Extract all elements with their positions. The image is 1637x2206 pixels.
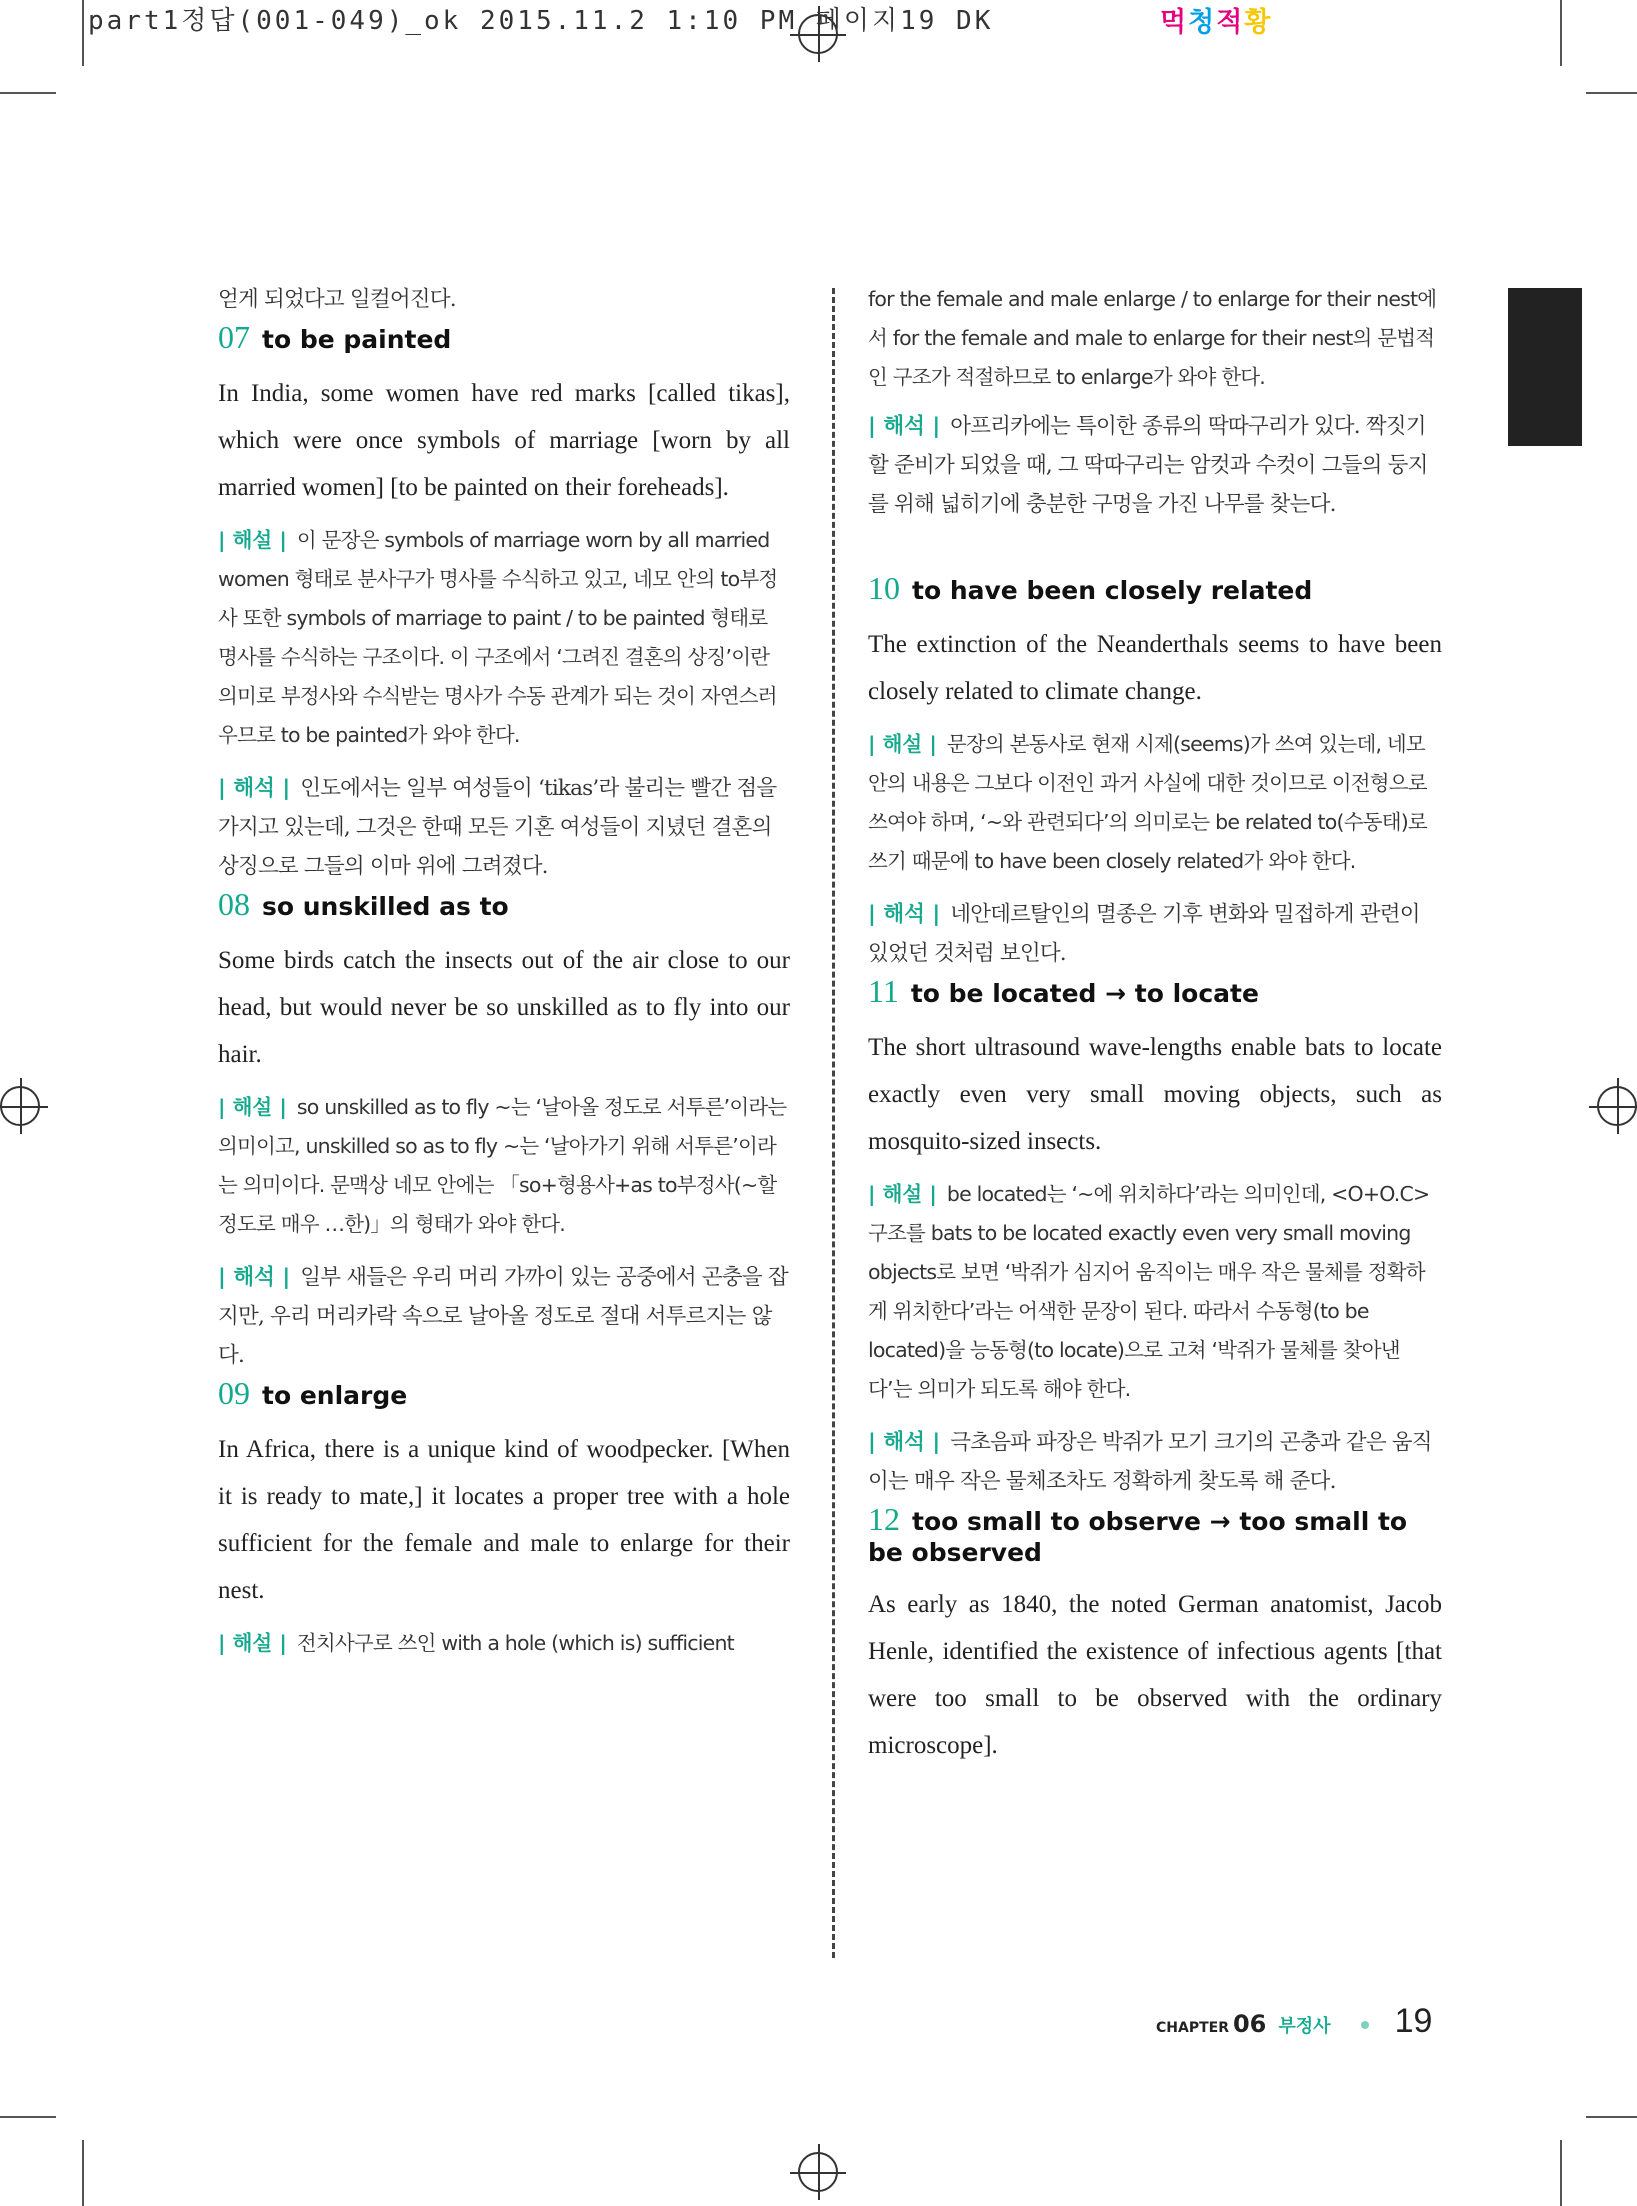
section-11	[868, 973, 1442, 1501]
example-sentence: In India, some women have red marks [called tikas], which were once symbols of marriage [worn by all married women] [to be painted on their foreheads].	[218, 380, 790, 501]
section-title: to have been closely related	[912, 576, 1313, 605]
chapter-tab	[1508, 288, 1582, 446]
section-number: 09	[218, 1375, 250, 1411]
brand-logo	[1160, 0, 1272, 39]
section-number: 11	[868, 973, 899, 1009]
note-tag: | 해석 |	[218, 1265, 291, 1290]
note-tag: | 해설 |	[218, 528, 287, 552]
note-tag: | 해석 |	[868, 1430, 941, 1455]
section-10	[868, 570, 1442, 973]
translation	[868, 407, 1442, 524]
note-tag: | 해설 |	[218, 1095, 287, 1119]
section-number: 10	[868, 570, 900, 606]
crop-mark	[82, 2140, 84, 2206]
registration-mark-icon	[1597, 1086, 1637, 1126]
section-09	[218, 1375, 790, 1663]
column-divider	[832, 288, 835, 1958]
explanation	[868, 1175, 1442, 1409]
note-text: so unskilled as to fly ~는 ‘날아올 정도로 서투른’이라는 의미이고, unskilled so as to fly ~는 ‘날아가기 위해 서투른’이라는 의미이다. 문맥상 네모 안에는 「so+형용사+as to부정사(~할 정도로 매우 …한)」의 형태가 와야 한다.	[218, 1095, 787, 1236]
page-footer	[1156, 2002, 1432, 2041]
section-heading	[218, 319, 790, 356]
section-number: 08	[218, 886, 250, 922]
crop-mark	[1586, 2116, 1637, 2118]
example-sentence: The short ultrasound wave-lengths enable bats to locate exactly even very small moving objects, such as mosquito-sized insects.	[868, 1034, 1442, 1155]
explanation	[868, 725, 1442, 881]
note-tag: | 해석 |	[218, 776, 291, 801]
note-tag: | 해설 |	[218, 1631, 287, 1655]
continuation-explanation: for the female and male enlarge / to enlarge for their nest에서 for the female and male to enlarge for their nest의 문법적인 구조가 적절하므로 to enlarge가 와야 한다.	[868, 287, 1437, 389]
section-heading	[868, 973, 1442, 1010]
crop-mark	[0, 92, 56, 94]
translation	[218, 769, 790, 886]
note-tag: | 해석 |	[868, 414, 941, 439]
example-sentence: As early as 1840, the noted German anatomist, Jacob Henle, identified the existence of infectious agents [that were too small to be observed with the ordinary microscope].	[868, 1591, 1442, 1759]
crop-mark	[1586, 92, 1637, 94]
section-12	[868, 1501, 1442, 1769]
example-sentence: In Africa, there is a unique kind of woodpecker. [When it is ready to mate,] it locates a proper tree with a hole sufficient for the female and male to enlarge for their nest.	[218, 1436, 790, 1604]
note-text: 아프리카에는 특이한 종류의 딱따구리가 있다. 짝짓기할 준비가 되었을 때, 그 딱따구리는 암컷과 수컷이 그들의 둥지를 위해 넓히기에 충분한 구멍을 가진 나무를 찾는다.	[868, 414, 1428, 517]
note-text: 인도에서는 일부 여성들이 ‘tikas’라 불리는 빨간 점을 가지고 있는데, 그것은 한때 모든 기혼 여성들이 지녔던 결혼의 상징으로 그들의 이마 위에 그려졌다.	[218, 776, 777, 879]
page-number: 19	[1394, 2002, 1433, 2040]
section-title: so unskilled as to	[262, 892, 509, 921]
section-heading	[218, 1375, 790, 1412]
section-07	[218, 319, 790, 886]
dot-icon	[1361, 2021, 1369, 2029]
section-heading	[868, 570, 1442, 607]
crop-mark	[82, 0, 84, 66]
registration-mark-icon	[798, 2152, 838, 2192]
section-08	[218, 886, 790, 1375]
note-text: 일부 새들은 우리 머리 가까이 있는 공중에서 곤충을 잡지만, 우리 머리카락 속으로 날아올 정도로 절대 서투르지는 않다.	[218, 1265, 788, 1368]
translation	[868, 1423, 1442, 1501]
crop-mark	[1560, 2140, 1562, 2206]
translation	[868, 895, 1442, 973]
section-title: to enlarge	[262, 1381, 408, 1410]
note-text: 문장의 본동사로 현재 시제(seems)가 쓰여 있는데, 네모 안의 내용은 그보다 이전인 과거 사실에 대한 것이므로 이전형으로 쓰여야 하며, ‘~와 관련되다’의 의미로는 be related to(수동태)로 쓰기 때문에 to have been closely related가 와야 한다.	[868, 732, 1427, 873]
note-text: 전치사구로 쓰인 with a hole (which is) sufficient	[296, 1631, 734, 1655]
chapter-number: 06	[1232, 2010, 1267, 2038]
section-number: 07	[218, 319, 250, 355]
brand-char: 적	[1216, 7, 1245, 38]
crop-mark	[0, 2116, 56, 2118]
note-text: 극초음파 파장은 박쥐가 모기 크기의 곤충과 같은 움직이는 매우 작은 물체조차도 정확하게 찾도록 해 준다.	[868, 1430, 1432, 1494]
translation	[218, 1258, 790, 1375]
left-column	[218, 280, 790, 1663]
registration-mark-icon	[0, 1086, 40, 1126]
note-tag: | 해설 |	[868, 732, 937, 756]
section-heading	[868, 1501, 1442, 1567]
note-tag: | 해설 |	[868, 1182, 937, 1206]
example-sentence: The extinction of the Neanderthals seems to have been closely related to climate change.	[868, 631, 1442, 705]
brand-char: 황	[1244, 7, 1273, 38]
right-column	[868, 280, 1442, 1769]
note-tag: | 해석 |	[868, 902, 941, 927]
continuation-text: 얻게 되었다고 일컬어진다.	[218, 287, 456, 312]
note-text: be located는 ‘~에 위치하다’라는 의미인데, <O+O.C> 구조를 bats to be located exactly even very small moving objects로 보면 ‘박쥐가 심지어 움직이는 매우 작은 물체를 정확하게 위치한다’라는 어색한 문장이 된다. 따라서 수동형(to be located)을 능동형(to locate)으로 고쳐 ‘박쥐가 물체를 찾아낸다’는 의미가 되도록 해야 한다.	[868, 1182, 1430, 1401]
explanation	[218, 1624, 790, 1663]
chapter-name: 부정사	[1278, 2016, 1331, 2037]
section-heading	[218, 886, 790, 923]
section-title: to be located → to locate	[910, 979, 1259, 1008]
section-title: to be painted	[262, 325, 452, 354]
section-title: too small to observe → too small to be observed	[868, 1507, 1408, 1567]
explanation	[218, 521, 790, 755]
explanation	[218, 1088, 790, 1244]
note-text: 이 문장은 symbols of marriage worn by all married women 형태로 분사구가 명사를 수식하고 있고, 네모 안의 to부정사 또한 symbols of marriage to paint / to be painted 형태로 명사를 수식하는 구조이다. 이 구조에서 ‘그려진 결혼의 상징’이란 의미로 부정사와 수식받는 명사가 수동 관계가 되는 것이 자연스러우므로 to be painted가 와야 한다.	[218, 528, 778, 747]
crop-mark	[1560, 0, 1562, 66]
example-sentence: Some birds catch the insects out of the air close to our head, but would never be so unskilled as to fly into our hair.	[218, 947, 790, 1068]
note-text: 네안데르탈인의 멸종은 기후 변화와 밀접하게 관련이 있었던 것처럼 보인다.	[868, 902, 1420, 966]
print-file-info: part1정답(001-049)_ok 2015.11.2 1:10 PM 페이지19 DK	[88, 6, 994, 36]
brand-char: 청	[1188, 7, 1217, 38]
chapter-label: CHAPTER	[1156, 2020, 1229, 2036]
section-number: 12	[868, 1501, 900, 1537]
brand-char: 먹	[1160, 7, 1189, 38]
